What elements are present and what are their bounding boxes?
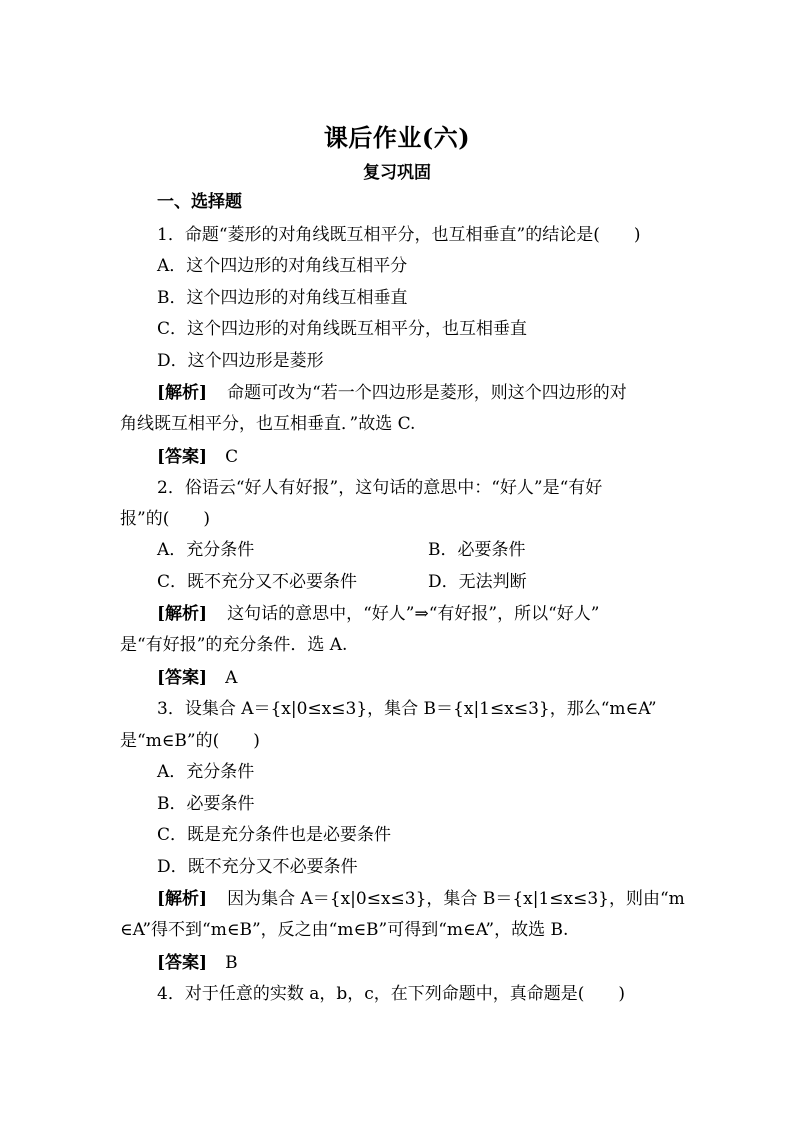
- q1-option-a: A．这个四边形的对角线互相平分: [157, 256, 408, 276]
- q1-option-d: D．这个四边形是菱形: [157, 351, 324, 371]
- q1-option-c: C．这个四边形的对角线既互相平分，也互相垂直: [157, 319, 528, 339]
- q2-stem-cont: 报”的( ): [120, 509, 210, 529]
- q3-option-a: A．充分条件: [157, 762, 255, 782]
- answer-tag: [答案]: [157, 668, 208, 688]
- q1-stem: 1．命题“菱形的对角线既互相平分，也互相垂直”的结论是( ): [157, 225, 641, 245]
- q2-stem: 2．俗语云“好人有好报”，这句话的意思中：“好人”是“有好: [157, 478, 603, 498]
- page-title: 课后作业(六): [323, 123, 471, 152]
- q3-analysis: [157, 887, 685, 911]
- q2-answer-value: A: [225, 668, 238, 688]
- q1-answer-value: C: [225, 447, 239, 467]
- q3-analysis-cont: ∈A”得不到“m∈B”，反之由“m∈B”可得到“m∈A”，故选 B.: [120, 920, 569, 940]
- q1-analysis-text: 命题可改为“若一个四边形是菱形，则这个四边形的对: [227, 383, 627, 403]
- q3-option-d: D．既不充分又不必要条件: [157, 857, 358, 877]
- q2-analysis-cont: 是“有好报”的充分条件．选 A.: [120, 635, 348, 655]
- q1-answer: [157, 445, 238, 469]
- page-subtitle: 复习巩固: [363, 163, 431, 183]
- q2-analysis-text: 这句话的意思中，“好人”⇒“有好报”，所以“好人”: [227, 604, 600, 624]
- q2-option-d: D．无法判断: [428, 572, 527, 592]
- q2-option-c: C．既不充分又不必要条件: [157, 572, 358, 592]
- q3-answer: [157, 951, 238, 975]
- q4-stem: 4．对于任意的实数 a，b，c，在下列命题中，真命题是( ): [157, 984, 626, 1004]
- answer-tag: [答案]: [157, 447, 208, 467]
- q1-analysis: [157, 381, 627, 405]
- q1-option-b: B．这个四边形的对角线互相垂直: [157, 288, 408, 308]
- q3-option-b: B．必要条件: [157, 794, 255, 814]
- q3-stem-cont: 是“m∈B”的( ): [120, 731, 260, 751]
- section-heading: 一、选择题: [157, 192, 242, 212]
- q3-analysis-text: 因为集合 A＝{x|0≤x≤3}，集合 B＝{x|1≤x≤3}，则由“m: [227, 889, 685, 909]
- q3-answer-value: B: [225, 953, 238, 973]
- q2-option-b: B．必要条件: [428, 540, 526, 560]
- q2-analysis: [157, 602, 599, 626]
- q2-option-a: A．充分条件: [157, 540, 255, 560]
- q2-answer: [157, 666, 237, 690]
- q1-analysis-cont: 角线既互相平分，也互相垂直．”故选 C.: [120, 414, 416, 434]
- analysis-tag: [解析]: [157, 383, 208, 403]
- answer-tag: [答案]: [157, 953, 208, 973]
- analysis-tag: [解析]: [157, 889, 208, 909]
- q3-stem: 3．设集合 A＝{x|0≤x≤3}，集合 B＝{x|1≤x≤3}，那么“m∈A”: [157, 699, 657, 719]
- analysis-tag: [解析]: [157, 604, 208, 624]
- q3-option-c: C．既是充分条件也是必要条件: [157, 825, 392, 845]
